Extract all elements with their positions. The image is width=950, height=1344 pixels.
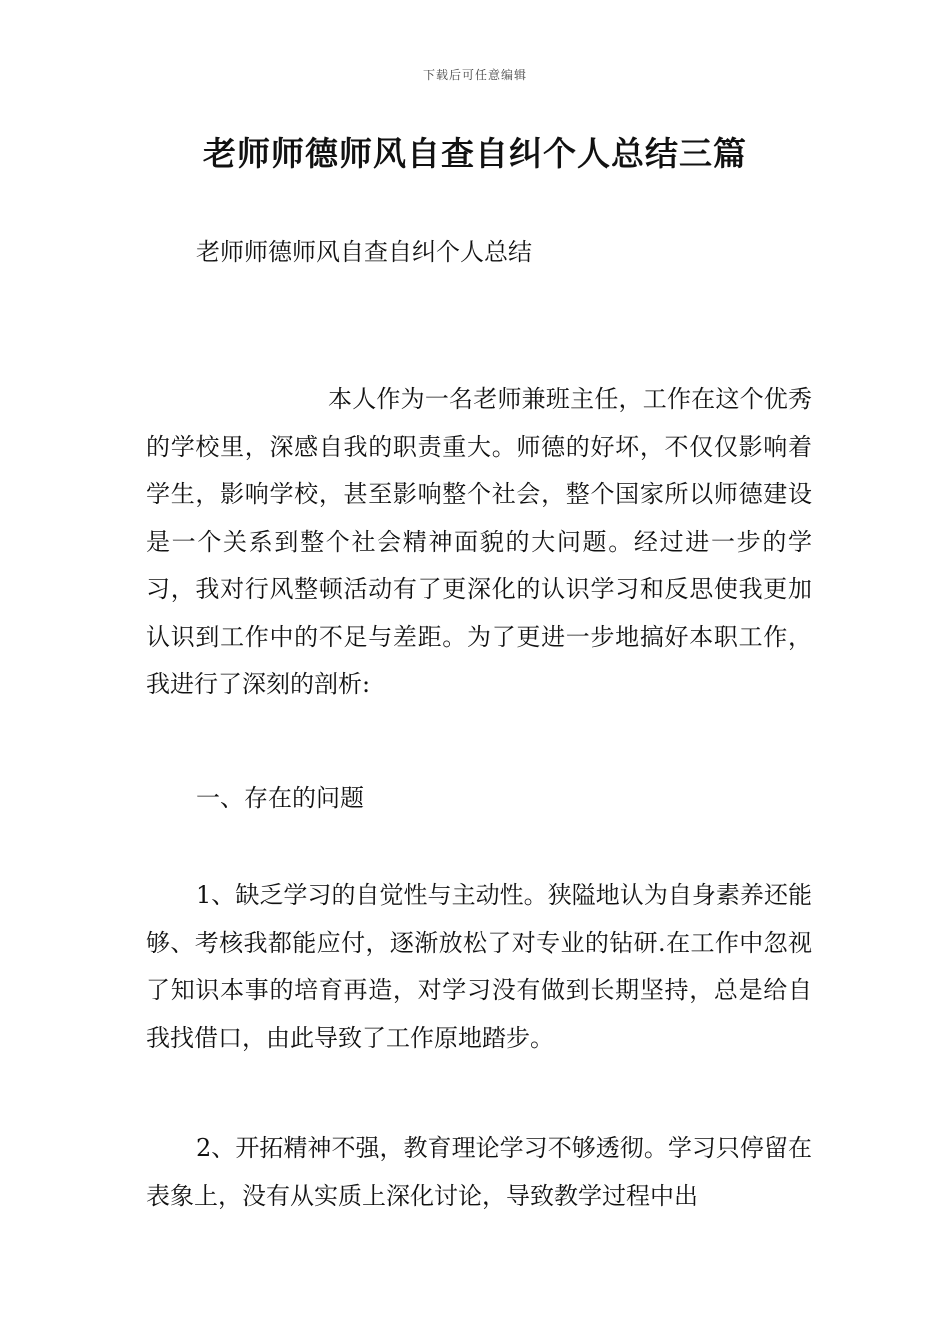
- document-title: 老师师德师风自查自纠个人总结三篇: [203, 134, 747, 173]
- point-2-paragraph: 2、开拓精神不强，教育理论学习不够透彻。学习只停留在表象上，没有从实质上深化讨论，导致教学过程中出: [146, 1134, 812, 1210]
- header-note: 下载后可任意编辑: [422, 68, 527, 82]
- document-subtitle: 老师师德师风自查自纠个人总结: [196, 238, 532, 266]
- point-1-paragraph: 1、缺乏学习的自觉性与主动性。狭隘地认为自身素养还能够、考核我都能应付，逐渐放松了对专业的钻研.在工作中忽视了知识本事的培育再造，对学习没有做到长期坚持，总是给自我找借口，由此导致了工作原地踏步。: [146, 881, 812, 1052]
- section-heading: 一、存在的问题: [196, 784, 364, 812]
- intro-paragraph: 本人作为一名老师兼班主任，工作在这个优秀的学校里，深感自我的职责重大。师德的好坏，不仅仅影响着学生，影响学校，甚至影响整个社会，整个国家所以师德建设是一个关系到整个社会精神面貌的大问题。经过进一步的学习，我对行风整顿活动有了更深化的认识学习和反思使我更加认识到工作中的不足与差距。为了更进一步地搞好本职工作，我进行了深刻的剖析:: [146, 385, 812, 698]
